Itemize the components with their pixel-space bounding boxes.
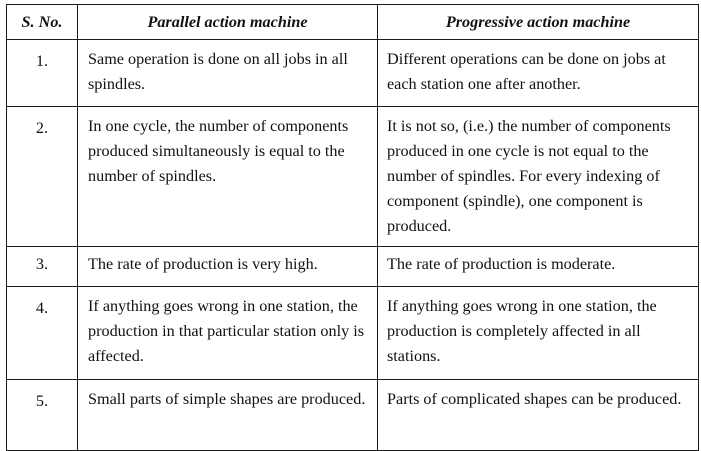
comparison-table [6,4,699,451]
cell-parallel: Same operation is done on all jobs in all spindles. [78,40,378,107]
cell-sno: 5. [7,380,78,451]
table-body [7,40,699,451]
cell-progressive: Different operations can be done on jobs at each station one after another. [378,40,699,107]
cell-sno: 1. [7,40,78,107]
header-progressive: Progressive action machine [378,5,699,40]
table-row [7,107,699,247]
table-row [7,247,699,287]
header-sno: S. No. [7,5,78,40]
cell-sno: 4. [7,287,78,380]
table-row [7,287,699,380]
cell-sno: 3. [7,247,78,287]
cell-progressive: It is not so, (i.e.) the number of components produced in one cycle is not equal to the number of spindles. For every indexing of component (spindle), one component is produced. [378,107,699,247]
cell-parallel: The rate of production is very high. [78,247,378,287]
header-row [7,5,699,40]
table-row [7,40,699,107]
cell-parallel: Small parts of simple shapes are produced. [78,380,378,451]
cell-progressive: Parts of complicated shapes can be produced. [378,380,699,451]
table-row [7,380,699,451]
cell-sno: 2. [7,107,78,247]
cell-progressive: If anything goes wrong in one station, the production is completely affected in all stations. [378,287,699,380]
table-header [7,5,699,40]
cell-progressive: The rate of production is moderate. [378,247,699,287]
cell-parallel: In one cycle, the number of components produced simultaneously is equal to the number of spindles. [78,107,378,247]
cell-parallel: If anything goes wrong in one station, the production in that particular station only is affected. [78,287,378,380]
header-parallel: Parallel action machine [78,5,378,40]
